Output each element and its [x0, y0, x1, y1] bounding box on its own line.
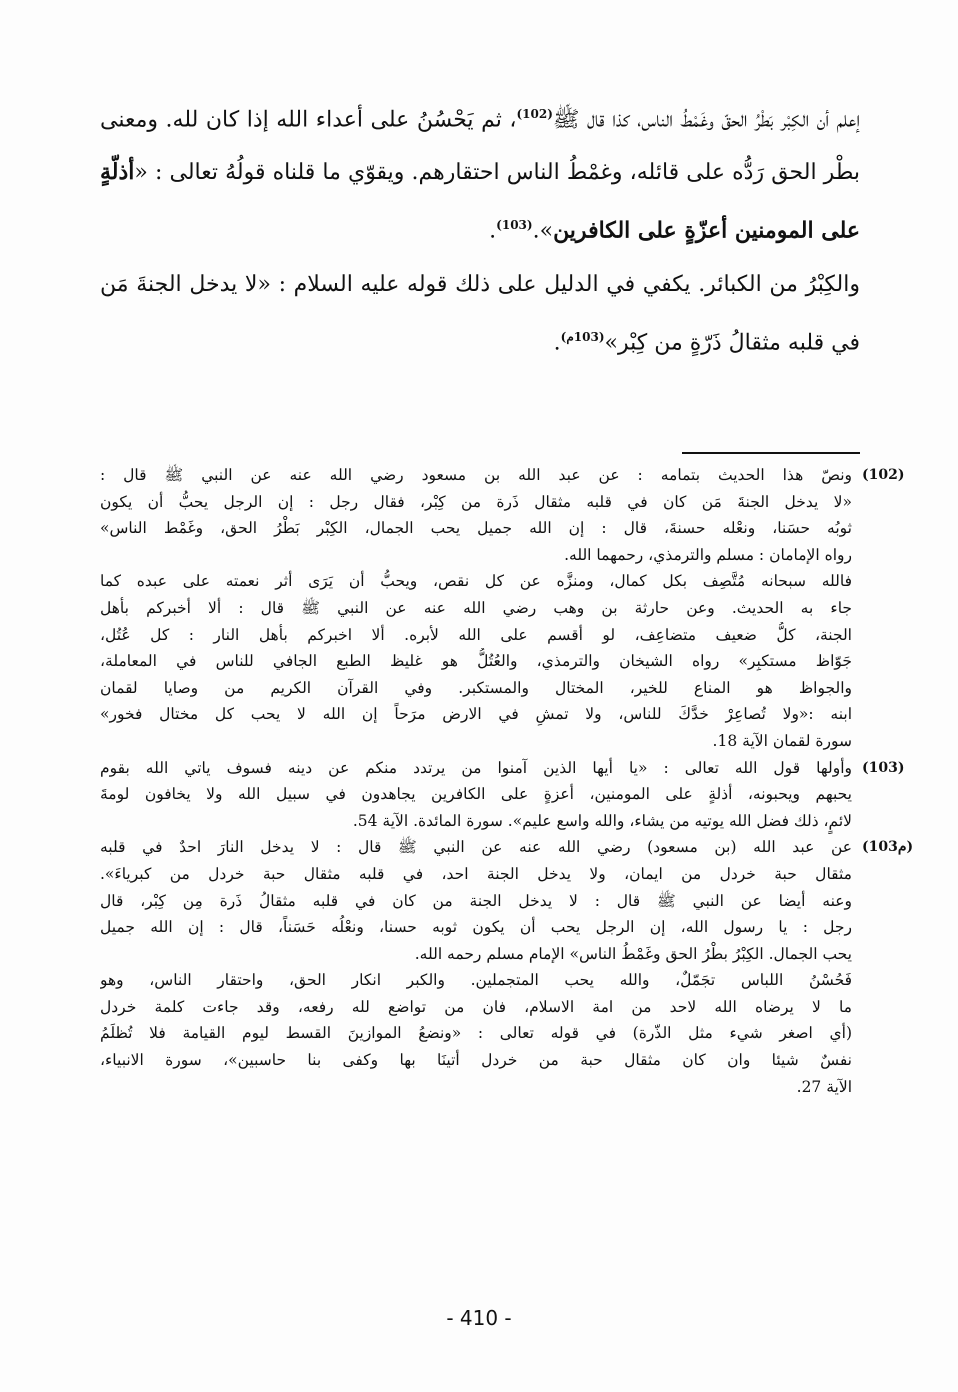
- page-number: - 410 -: [446, 1306, 512, 1330]
- footnote-line: وأولها قول الله تعالى : «يا أيها الذين آمنوا من يرتدد منكم عن دينه فسوف ياتي الله بقوم: [100, 758, 852, 777]
- footnote-line: يحبهم ويحبونه، أذلةٍ على المومنين، أعزةٍ على الكافرين يجاهدون في سبيل الله ولا يخافون لومةَ: [100, 785, 852, 804]
- footnote-102: [100, 462, 905, 755]
- footnote-line: «لا يدخل الجنةَ مَن كان في قلبه مثقال ذَرة من كِبْر، فقال رجل : إن الرجل يحبُّ أن يكون: [100, 492, 852, 511]
- footnote-line: ابنه :«ولا تُصاعِرْ خدَّكَ للناس، ولا تمشِ في الارض مرَحاً إن الله لا يحب كل مختال فخور»: [100, 705, 852, 724]
- footnote-ref-103[interactable]: (103): [496, 218, 533, 233]
- main-paragraph-1-text-b: ، ثم يَحْسُنُ على أعداء الله إذا كان لله. ومعنى بطْر الحق رَدُّه على قائله، وغمْطُ الناس احتقارهم. ويقوّي ما قلناه قولُهُ تعالى : «: [100, 107, 860, 186]
- footnote-line: رجل : يا رسول الله، إن الرجل يحب أن يكون ثوبه حسنا، ونعْلُه حَسَناً، قال : إن الله جميل: [100, 918, 852, 937]
- footnote-line: نفسٌ شيئا وان كان مثقال حبة من خردل أتينَا بها وكفى بنا حاسبين»، سورة الانبياء،: [100, 1051, 852, 1070]
- main-paragraph-2-end: .: [553, 329, 561, 355]
- footnote-line: وعنه أيضا عن النبي ﷺ قال : لا يدخل الجنة من كان في قلبه مثقالُ ذَرة مِن كِبْر، قال: [100, 891, 852, 910]
- footnotes-section: [100, 462, 914, 1100]
- main-paragraph-1-end: .: [489, 218, 497, 244]
- footnote-line: الجنة، كلُّ ضعيف متضاعِف، لو أقسم على الله لأبره. ألا اخبركم بأهل النار : كل عُتُل،: [100, 625, 852, 644]
- footnote-line: سورة لقمان الآية 18.: [712, 731, 852, 750]
- footnote-ref-103m[interactable]: (103م): [560, 329, 605, 344]
- footnote-line: والجواظ هو المناع للخير، المختال والمستكبر. وفي القرآن الكريم من وصايا لقمان: [100, 678, 852, 697]
- footnote-103m: [100, 834, 914, 1100]
- main-paragraph-1-text-c: ».: [532, 218, 554, 244]
- footnote-line: جاء به الحديث. وعن حارثة بن وهب رضي الله عنه عن النبي ﷺ قال : ألا أخبركم بأهل: [100, 598, 852, 617]
- footnote-line: جَوّاظ مستكبِر» رواه الشيخان والترمذي، والعُتُلُّ هو غليظ الطبع الجافي للناس في المعاملة،: [100, 652, 852, 671]
- footnote-line: رواه الإمامان : مسلم والترمذي، رحمهما الله.: [564, 545, 852, 564]
- footnote-line: الآية 27.: [796, 1077, 852, 1096]
- quran-quote: أذلّةٍ على المومنين أعزّةٍ على الكافرين: [100, 159, 860, 244]
- footnote-separator-rule: [682, 452, 860, 454]
- main-paragraph-2-text: والكِبْرُ من الكبائر. يكفي في الدليل على ذلك قوله عليه السلام : «لا يدخل الجنةَ مَن في قلبه مثقالُ ذَرّةٍ من كِبْر»: [100, 271, 860, 355]
- footnote-103: [100, 755, 905, 835]
- main-paragraph-2: [100, 258, 860, 369]
- footnote-line: عن عبد الله (بن مسعود) رضي الله عنه عن النبي ﷺ قال : لا يدخل النارَ احدٌ في قلبه: [100, 838, 852, 857]
- footnote-number: (103): [862, 759, 905, 776]
- footnote-line: فَحُسْنُ اللباس تجَمّلٌ، والله يحب المتجملين. والكبر انكار الحق، واحتقار الناس، وهو: [100, 971, 852, 990]
- footnote-line: ما لا يرضاه الله لاحد من امة الاسلام، فان من تواضع لله رفعه، وقد جاءت كلمة خردل: [100, 997, 852, 1016]
- main-paragraph-1-text-a: إعلم أن الكِبْر بَطْرُ الحقّ وغَمْطُ الناس، كذا قال ﷺ: [552, 107, 861, 133]
- footnote-line: مثقال حبة خردل من ايمان، ولا يدخل الجنة احد، في قلبه مثقال حبة خردل من كبرياءَ».: [100, 864, 852, 883]
- main-paragraph-1: [100, 88, 860, 258]
- main-text-body: [100, 88, 860, 369]
- footnote-line: ونصّ هذا الحديث بتمامه : عن عبد الله بن مسعود رضي الله عنه عن النبي ﷺ قال :: [100, 466, 852, 484]
- footnote-number: (102): [862, 467, 905, 483]
- footnote-line: يحب الجمال. الكِبْرُ بطْرُ الحق وغَمْطُ الناس» الإمام مسلم رحمه الله.: [414, 944, 852, 963]
- footnote-ref-102[interactable]: (102): [516, 107, 553, 121]
- footnote-line: لائمٍ، ذلك فضل الله يوتيه من يشاء، والله واسع عليم». سورة المائدة. الآية 54.: [352, 811, 852, 830]
- footnote-line: (أي اصغر شيء مثل الذّرة) في قوله تعالى : «ونضعُ الموازينَ القسط ليوم القيامة فلا تُظلَمُ: [100, 1024, 852, 1043]
- footnote-number: (103م): [862, 839, 914, 856]
- footnote-line: ثوبُه حسَنا، ونعْله حسنةَ، قال : إن الله جميل يحب الجمال، الكِبْر بَطْرُ الحق، وغَمْط الناس»: [100, 519, 852, 538]
- footnote-line: فالله سبحانه مُتَّصِف بكل كمال، ومنزَّه عن كل نقص، ويحبُّ أن يَرَى أثر نعمته على عبده كما: [100, 572, 852, 591]
